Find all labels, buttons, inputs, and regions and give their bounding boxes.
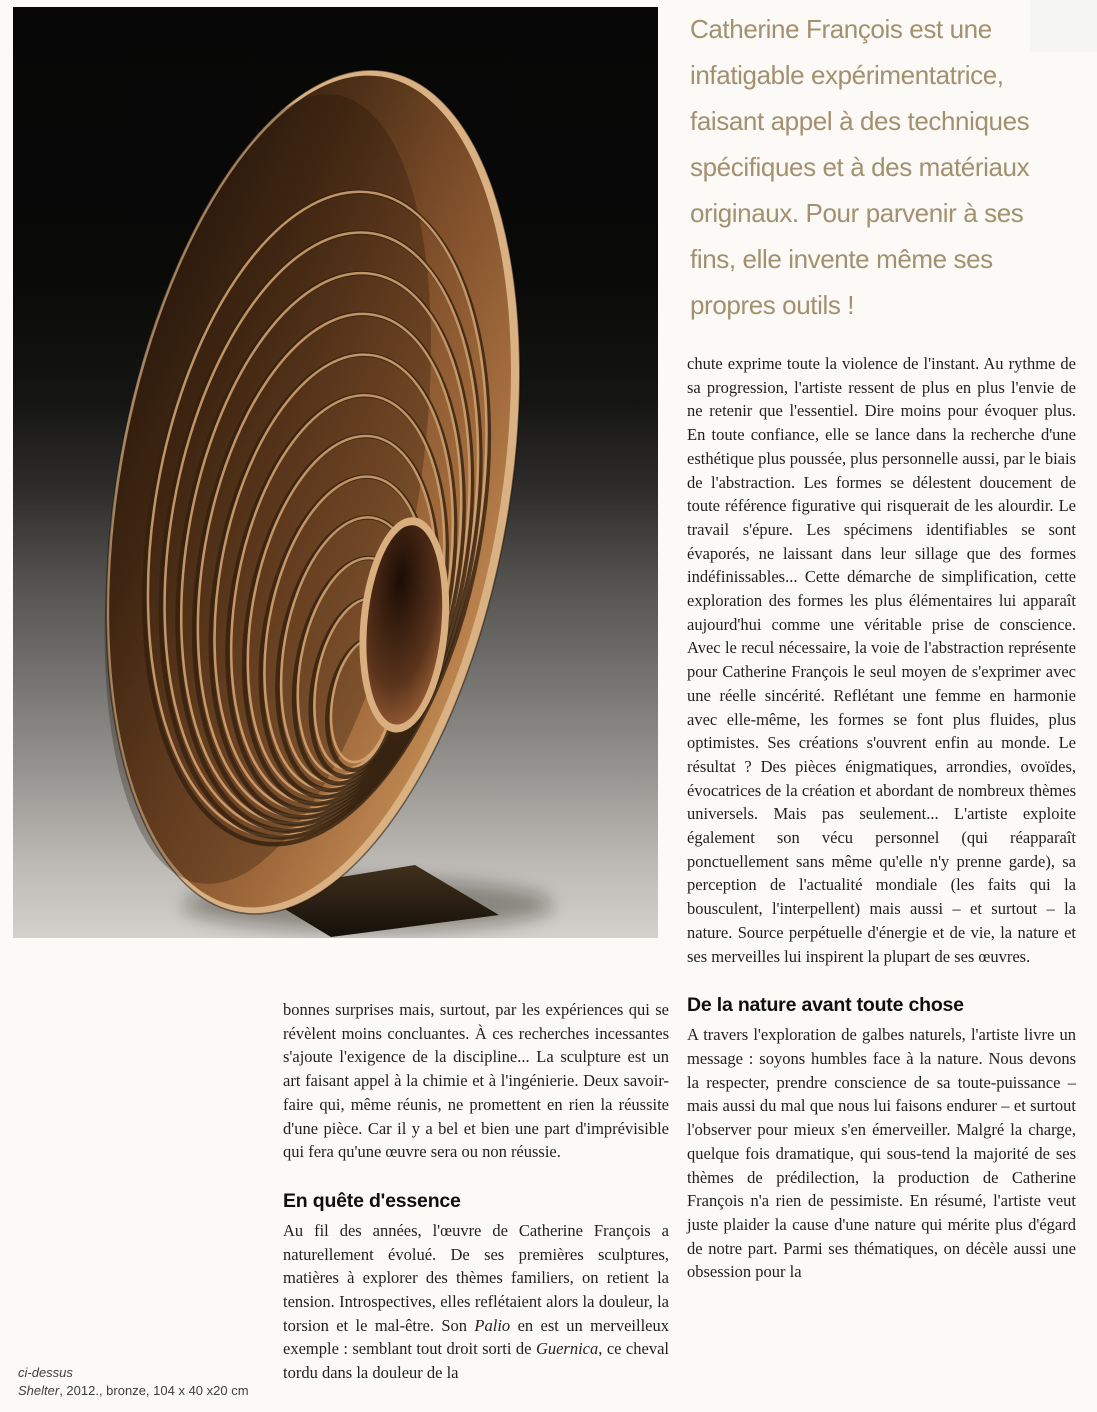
text-run: en est un merveilleux exemple : semblant tout droit sorti de bbox=[283, 1315, 669, 1359]
caption-position-label: ci-dessus bbox=[18, 1365, 73, 1380]
photo-caption bbox=[18, 1364, 278, 1399]
pull-quote: Catherine François est une infatigable expérimentatrice, faisant appel à des techniques spécifiques et à des matériaux originaux. Pour parvenir à ses fins, elle invente même ses propres outils ! bbox=[690, 14, 1030, 320]
sculpture-body bbox=[46, 37, 580, 938]
body-paragraph: chute exprime toute la violence de l'instant. Au rythme de sa progression, l'artiste ressent de plus en plus l'envie de ne retenir que l'essentiel. Dire moins pour évoquer plus. En toute confiance, elle se lance dans la recherche d'une esthétique plus poussée, plus personnelle aussi, par le biais de l'abstraction. Les formes se délestent doucement de toute référence figurative qui risquerait de les alourdir. Le travail s'épure. Les spécimens identifiables se sont évaporés, ne laissant dans leur sillage que des formes indéfinissables... Cette démarche de simplification, cette exploration des formes les plus élémentaires lui apparaît aujourd'hui comme une véritable prise de conscience. Avec le recul nécessaire, la voie de l'abstraction représente pour Catherine François le seul moyen de s'exprimer avec une réelle sincérité. Reflétant une femme en harmonie avec elle-même, les formes se font plus fluides, plus optimistes. Ses créations s'ouvrent enfin au monde. Le résultat ? Des pièces énigmatiques, arrondies, ovoïdes, évocatrices de la création et abordant de nombreux thèmes universels. Mais pas seulement... L'artiste exploite également son vécu personnel (qui réapparaît ponctuellement sans même qu'elle n'y prenne garde), sa perception de l'actualité mondiale (les faits qui la bousculent, l'interpellent) mais aussi – et surtout – la nature. Source perpétuelle d'énergie et de vie, la nature et ses merveilles lui inspirent la plupart de ses œuvres. bbox=[687, 354, 1076, 966]
caption-work-details bbox=[18, 1382, 278, 1400]
right-column bbox=[687, 352, 1076, 1284]
section-heading-nature: De la nature avant toute chose bbox=[687, 994, 964, 1017]
text-run: , ce cheval tordu dans la douleur de la bbox=[283, 1339, 669, 1383]
work-title-palio: Palio bbox=[474, 1315, 511, 1335]
body-paragraph: A travers l'exploration de galbes naturels, l'artiste livre un message : soyons humbles face à la nature. Nous devons la respecter, prendre conscience de sa toute-puissance – mais aussi du mal que nous lui faisons endurer – et surtout l'observer pour mieux s'en émerveiller. Malgré la charge, quelque fois dramatique, qui sous-tend la majorité de ses thèmes de prédilection, la production de Catherine François n'a rien de pessimiste. En résumé, l'artiste veut juste plaider la cause d'une nature qui mérite plus d'égard de notre part. Parmi ses thématiques, on décèle aussi une obsession pour la bbox=[687, 1025, 1076, 1282]
middle-column bbox=[283, 998, 669, 1385]
caption-details: , 2012., bronze, 104 x 40 x20 cm bbox=[59, 1382, 249, 1398]
artwork-photo bbox=[13, 7, 658, 938]
body-paragraph: bonnes surprises mais, surtout, par les expériences qui se révèlent moins concluantes. À ces recherches incessantes s'ajoute l'exigence de la discipline... La sculpture est un art faisant appel à la chimie et à l'ingénierie. Deux savoir-faire qui, même réunis, ne promettent en rien la réussite d'une pièce. Car il y a bel et bien une part d'imprévisible qui fera qu'une œuvre sera ou non réussie. bbox=[283, 1000, 669, 1162]
text-run: Au fil des années, l'œuvre de Catherine François a naturellement évolué. De ses premières sculptures, matières à explorer des thèmes familiers, on retient la tension. Introspectives, elles reflétaient alors la douleur, la torsion et le mal-être. Son bbox=[283, 1220, 669, 1335]
caption-work-title: Shelter bbox=[18, 1382, 60, 1398]
section-heading-essence: En quête d'essence bbox=[283, 1189, 461, 1212]
work-title-guernica: Guernica bbox=[535, 1339, 599, 1359]
sculpture-illustration bbox=[13, 7, 658, 938]
body-paragraph bbox=[283, 1219, 669, 1385]
